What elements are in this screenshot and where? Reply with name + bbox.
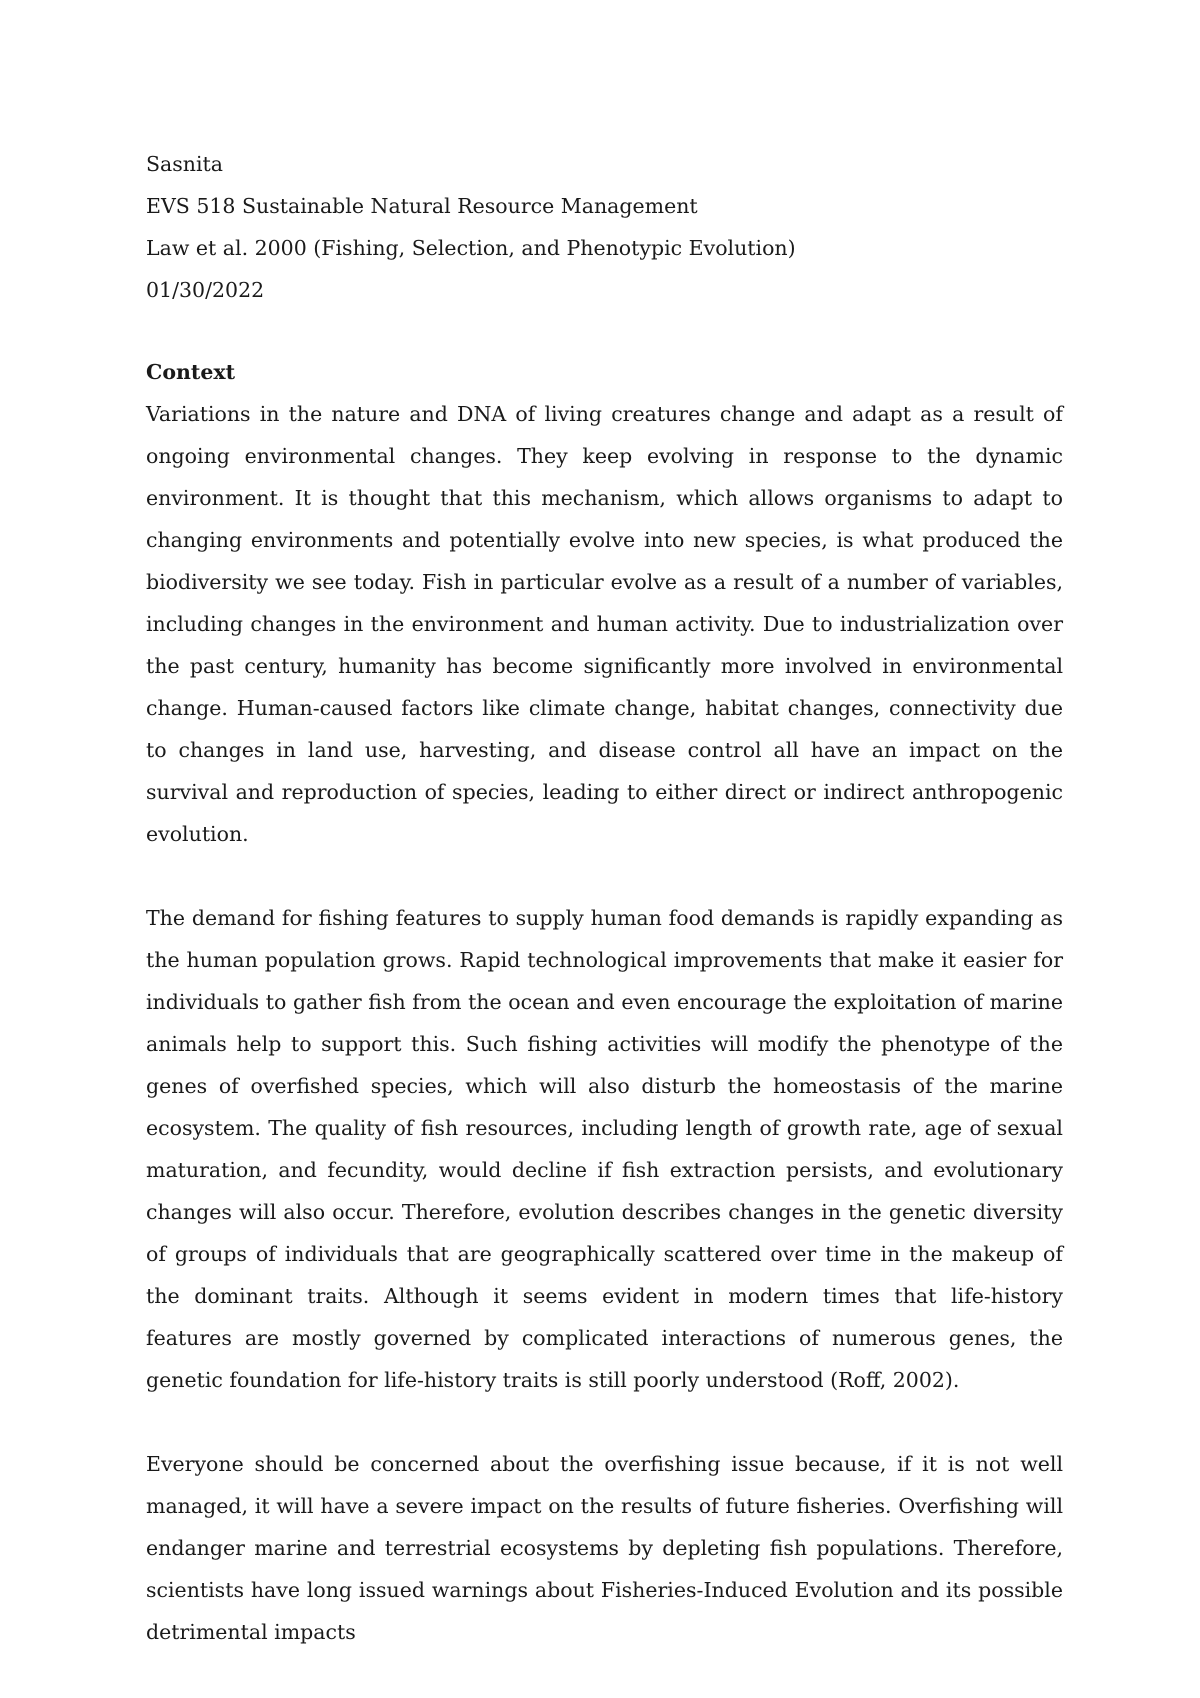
paragraph-3: Everyone should be concerned about the overfishing issue because, if it is not well managed, it will have a severe impact on the results of future fisheries. Overfishing will endanger marine and terrestrial ecosystems by depleting fish populations. Therefore, scientists have long issued warnings about Fisheries-Induced Evolution and its possible detrimental impacts: [146, 1452, 1063, 1644]
section-heading: Context: [146, 360, 236, 384]
paragraph-2: The demand for fishing features to supply human food demands is rapidly expanding as the human population grows. Rapid technological improvements that make it easier for individuals to gather fish from the ocean and even encourage the exploitation of marine animals help to support this. Such fishing activities will modify the phenotype of the genes of overfished species, which will also disturb the homeostasis of the marine ecosystem. The quality of fish resources, including length of growth rate, age of sexual maturation, and fecundity, would decline if fish extraction persists, and evolutionary changes will also occur. Therefore, evolution describes changes in the genetic diversity of groups of individuals that are geographically scattered over time in the makeup of the dominant traits. Although it seems evident in modern times that life-history features are mostly governed by complicated interactions of numerous genes, the genetic foundation for life-history traits is still poorly understood (Roff, 2002).: [146, 906, 1063, 1392]
document-header: [146, 143, 1063, 311]
document-date: 01/30/2022: [146, 278, 265, 302]
author-name: Sasnita: [146, 152, 224, 176]
course-title: EVS 518 Sustainable Natural Resource Management: [146, 194, 698, 218]
document-body: [146, 143, 1063, 1695]
article-reference: Law et al. 2000 (Fishing, Selection, and Phenotypic Evolution): [146, 236, 796, 260]
paragraph-1: Variations in the nature and DNA of living creatures change and adapt as a result of ongoing environmental changes. They keep evolving in response to the dynamic environment. It is thought that this mechanism, which allows organisms to adapt to changing environments and potentially evolve into new species, is what produced the biodiversity we see today. Fish in particular evolve as a result of a number of variables, including changes in the environment and human activity. Due to industrialization over the past century, humanity has become significantly more involved in environmental change. Human-caused factors like climate change, habitat changes, connectivity due to changes in land use, harvesting, and disease control all have an impact on the survival and reproduction of species, leading to either direct or indirect anthropogenic evolution.: [146, 402, 1063, 846]
